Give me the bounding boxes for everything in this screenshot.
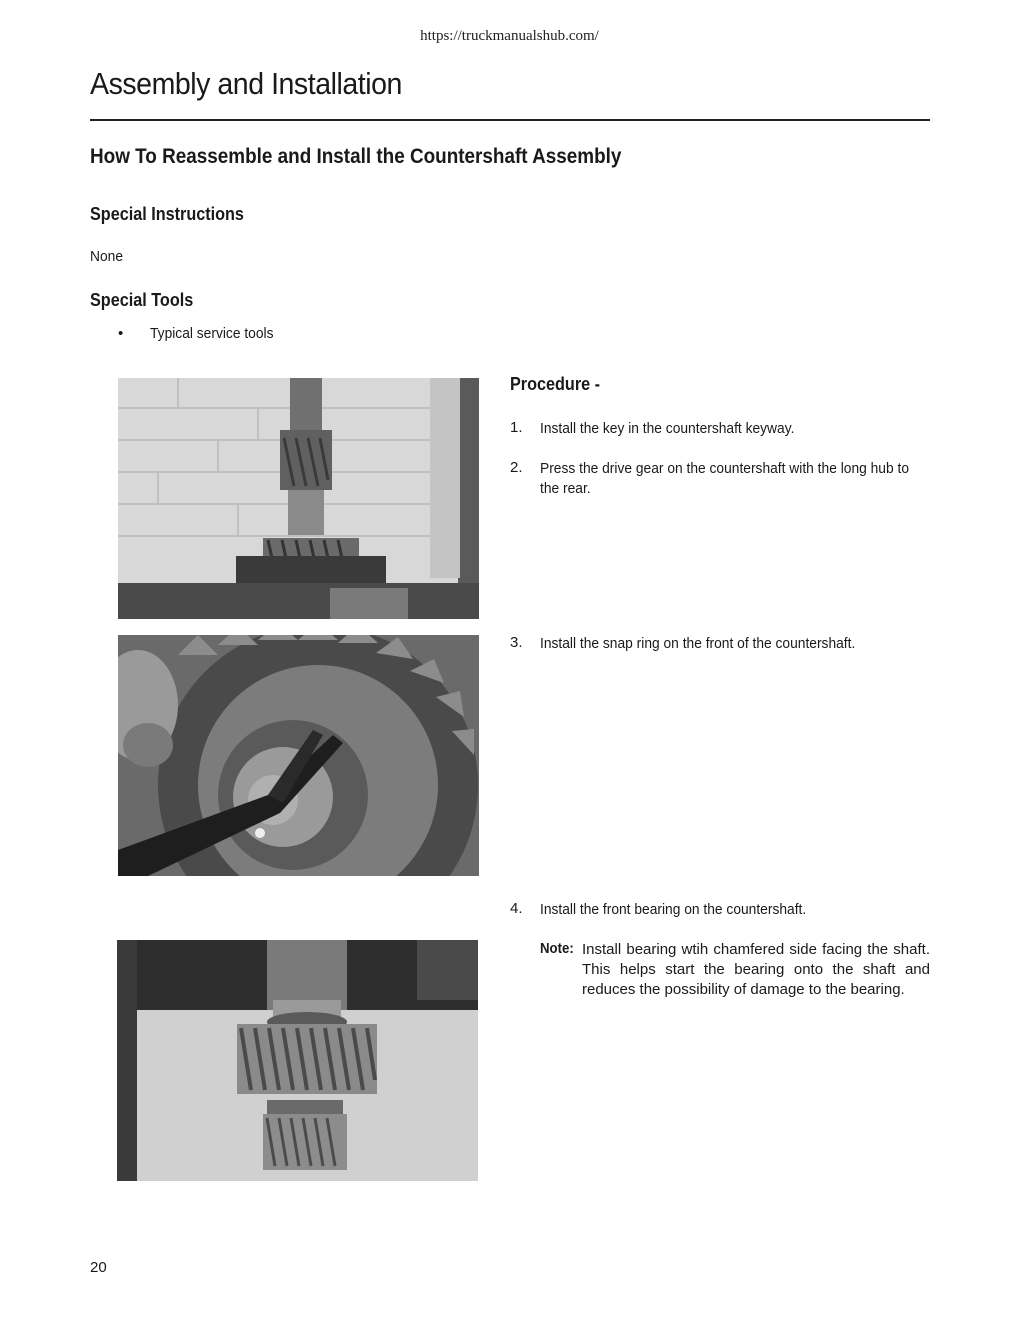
step-number: 4. bbox=[510, 900, 523, 917]
tool-label: Typical service tools bbox=[150, 325, 274, 342]
photo-front-bearing bbox=[117, 940, 478, 1181]
page-title: Assembly and Installation bbox=[90, 66, 402, 101]
section-title: How To Reassemble and Install the Countershaft Assembly bbox=[90, 145, 622, 168]
bullet-icon: • bbox=[118, 325, 124, 342]
note-text: Install bearing wtih chamfered side facing the shaft. This helps start the bearing onto the shaft and reduces the possibility of damage to the bearing. bbox=[582, 941, 930, 998]
photo-snap-ring-install bbox=[118, 635, 479, 876]
step-text: Press the drive gear on the countershaft with the long hub to the rear. bbox=[540, 460, 910, 497]
step-number: 3. bbox=[510, 634, 523, 651]
step-text: Install the snap ring on the front of the countershaft. bbox=[540, 635, 856, 652]
note-label: Note: bbox=[540, 940, 574, 957]
photo-drive-gear-press bbox=[118, 378, 479, 619]
procedure-heading: Procedure - bbox=[510, 374, 601, 394]
page-number: 20 bbox=[90, 1259, 107, 1276]
step-number: 1. bbox=[510, 419, 523, 436]
step-text: Install the key in the countershaft keyway. bbox=[540, 420, 795, 437]
special-instructions-heading: Special Instructions bbox=[90, 204, 244, 224]
tool-list-item bbox=[118, 325, 274, 342]
source-url: https://truckmanualshub.com/ bbox=[420, 28, 599, 44]
step-text: Install the front bearing on the countershaft. bbox=[540, 901, 807, 918]
title-divider bbox=[90, 119, 930, 121]
step-number: 2. bbox=[510, 459, 523, 476]
special-instructions-text: None bbox=[90, 248, 123, 265]
special-tools-heading: Special Tools bbox=[90, 290, 194, 310]
